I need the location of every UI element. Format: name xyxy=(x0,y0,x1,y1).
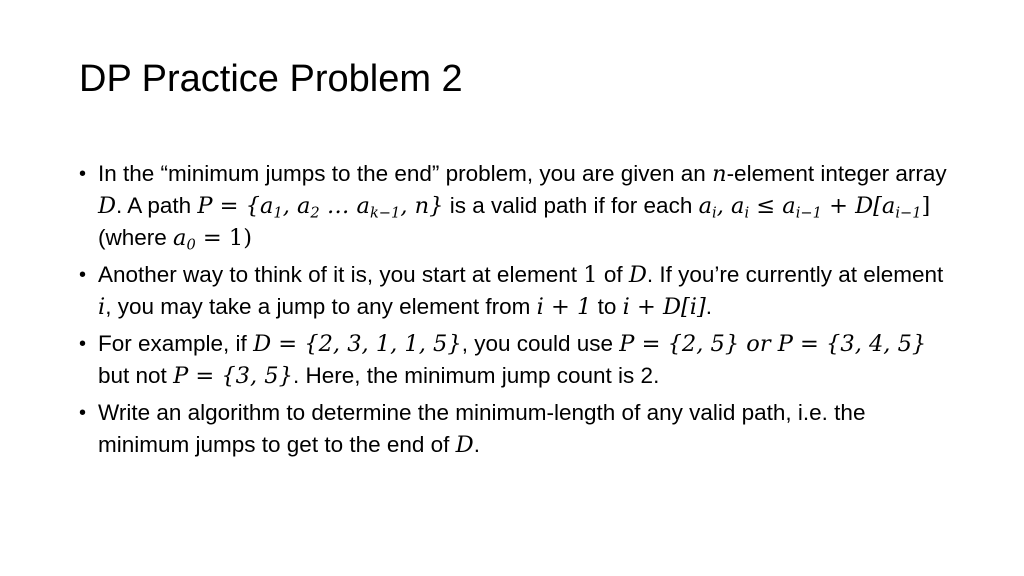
bullet-dot: • xyxy=(79,333,87,355)
range-end: i + D[i] xyxy=(622,294,706,320)
bullet-4: • Write an algorithm to determine the minimum-length of any valid path, i.e. the minimum jumps to get to the end of D. xyxy=(79,397,959,461)
bullet-dot: • xyxy=(79,264,87,286)
path-definition: $P = \{a_1$, $a_2$ … $a_{k-1}$, n} xyxy=(197,193,444,222)
bullet-list xyxy=(79,158,959,466)
example-valid-paths: P = {2, 5} or P = {3, 4, 5} xyxy=(619,331,927,357)
bullet-3: • For example, if D = {2, 3, 1, 1, 5}, you could use P = {2, 5} or P = {3, 4, 5} but not P = {3, 5}. Here, the minimum jump count is 2. xyxy=(79,328,959,392)
validity-condition: $a_i$, $a_i \le a_{i-1} + D[a_{i-1}]$ xyxy=(698,193,931,222)
range-start: i + 1 xyxy=(536,294,592,320)
bullet-2: • Another way to think of it is, you start at element 1 of D. If you’re currently at element i, you may take a jump to any element from i + 1 to i + D[i]. xyxy=(79,259,959,323)
bullet-dot: • xyxy=(79,163,87,185)
example-array: D = {2, 3, 1, 1, 5} xyxy=(253,331,462,357)
slide-title: DP Practice Problem 2 xyxy=(79,58,463,100)
initial-condition: $a_0 = 1$) xyxy=(173,225,252,254)
example-invalid-path: P = {3, 5} xyxy=(173,363,293,389)
bullet-dot: • xyxy=(79,402,87,424)
bullet-1: • In the “minimum jumps to the end” problem, you are given an n-element integer array D. A path $P = \{a_1$, $a_2$ … $a_{k-1}$, n} is a valid path if for each $a_i$, $a_i \le a_{i-1} + D[a_{i-1}]$ (where $a_0 = 1$) xyxy=(79,158,959,254)
